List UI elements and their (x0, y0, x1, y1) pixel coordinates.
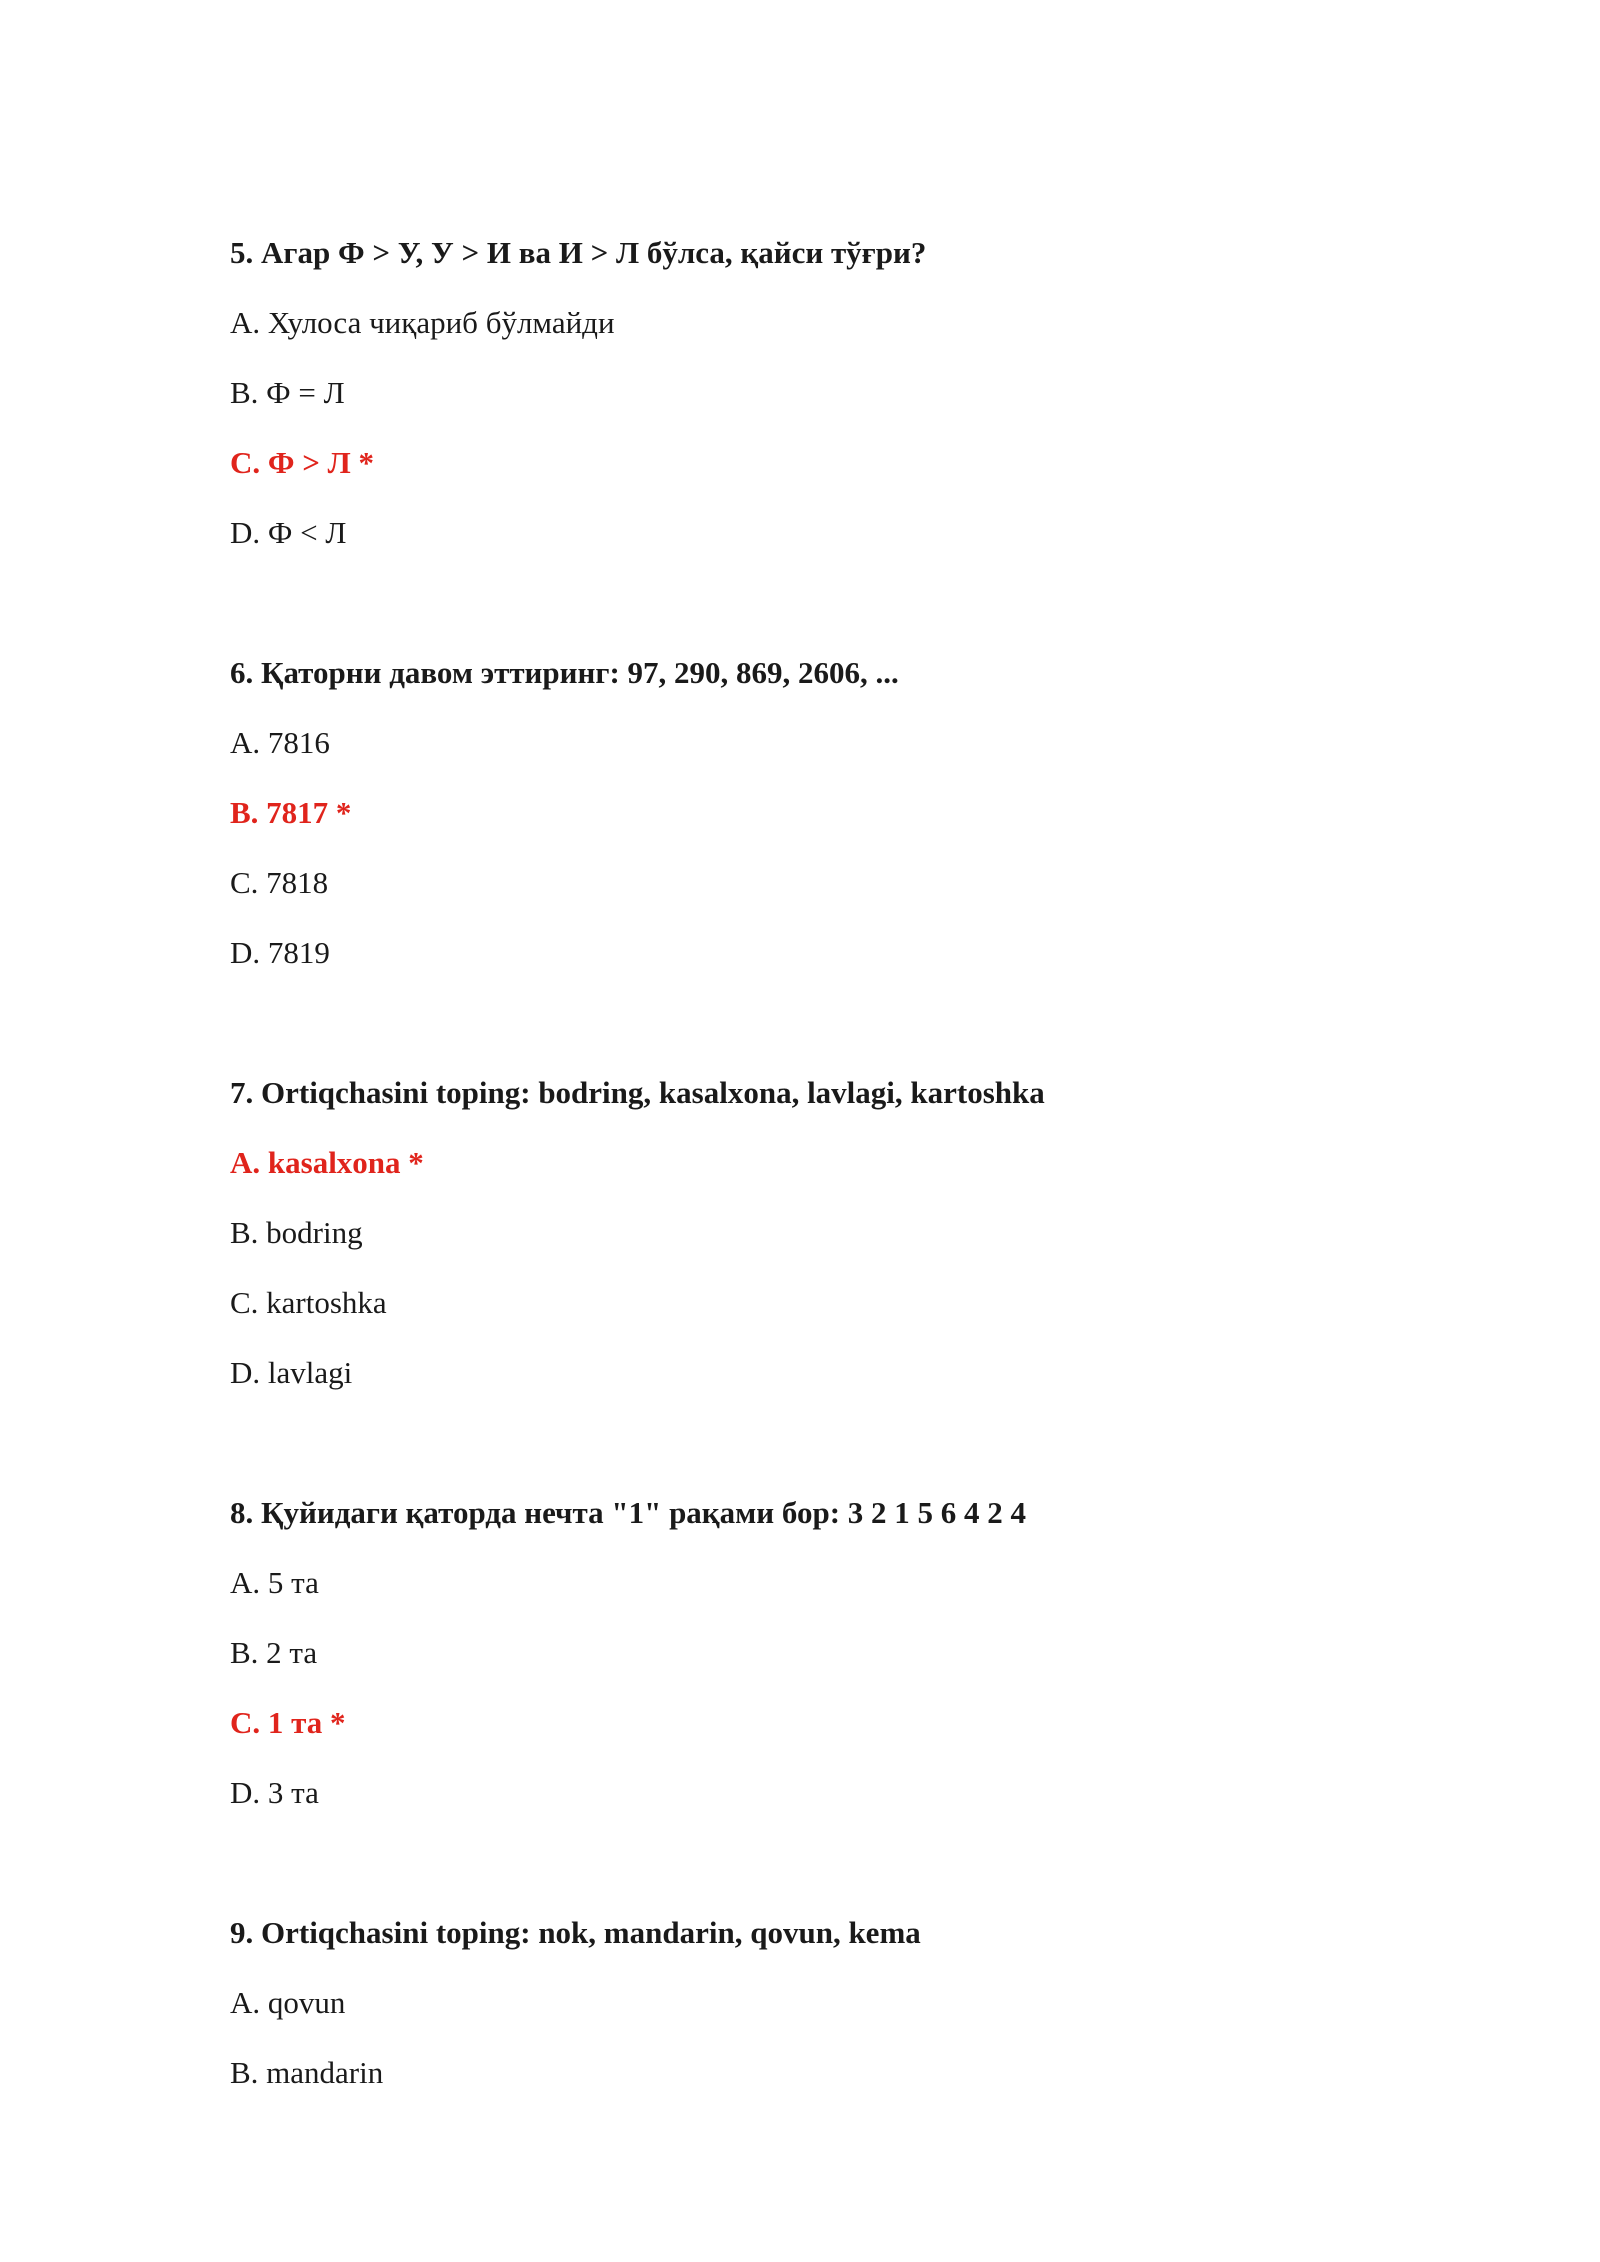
correct-answer-option: C. 1 та * (230, 1705, 346, 1740)
answer-option: D. 3 та (230, 1775, 319, 1810)
question-block-7 (230, 1058, 1430, 1408)
question-text: 8. Қуйидаги қаторда нечта "1" рақами бор: 3 2 1 5 6 4 2 4 (230, 1495, 1027, 1530)
question-block-6 (230, 638, 1430, 988)
correct-answer-option: C. Ф > Л * (230, 445, 375, 480)
correct-answer-option: A. kasalxona * (230, 1145, 424, 1180)
answer-option: A. Хулоса чиқариб бўлмайди (230, 305, 615, 340)
answer-option: B. Ф = Л (230, 375, 345, 410)
answer-option: B. bodring (230, 1215, 363, 1250)
answer-option: A. 5 та (230, 1565, 319, 1600)
answer-option: D. lavlagi (230, 1355, 353, 1390)
quiz-content (230, 218, 1430, 2178)
answer-option: D. Ф < Л (230, 515, 347, 550)
answer-option: A. 7816 (230, 725, 330, 760)
answer-option: B. 2 та (230, 1635, 318, 1670)
question-block-5 (230, 218, 1430, 568)
question-block-8 (230, 1478, 1430, 1828)
answer-option: B. mandarin (230, 2055, 384, 2090)
question-text: 7. Ortiqchasini toping: bodring, kasalxona, lavlagi, kartoshka (230, 1075, 1045, 1110)
answer-option: C. kartoshka (230, 1285, 387, 1320)
answer-option: C. 7818 (230, 865, 329, 900)
correct-answer-option: B. 7817 * (230, 795, 352, 830)
question-text: 9. Ortiqchasini toping: nok, mandarin, qovun, kema (230, 1915, 921, 1950)
question-block-9 (230, 1898, 1430, 2108)
question-text: 6. Қаторни давом эттиринг: 97, 290, 869, 2606, ... (230, 655, 899, 690)
answer-option: A. qovun (230, 1985, 346, 2020)
answer-option: D. 7819 (230, 935, 330, 970)
question-text: 5. Агар Ф > У, У > И ва И > Л бўлса, қайси тўғри? (230, 235, 927, 270)
